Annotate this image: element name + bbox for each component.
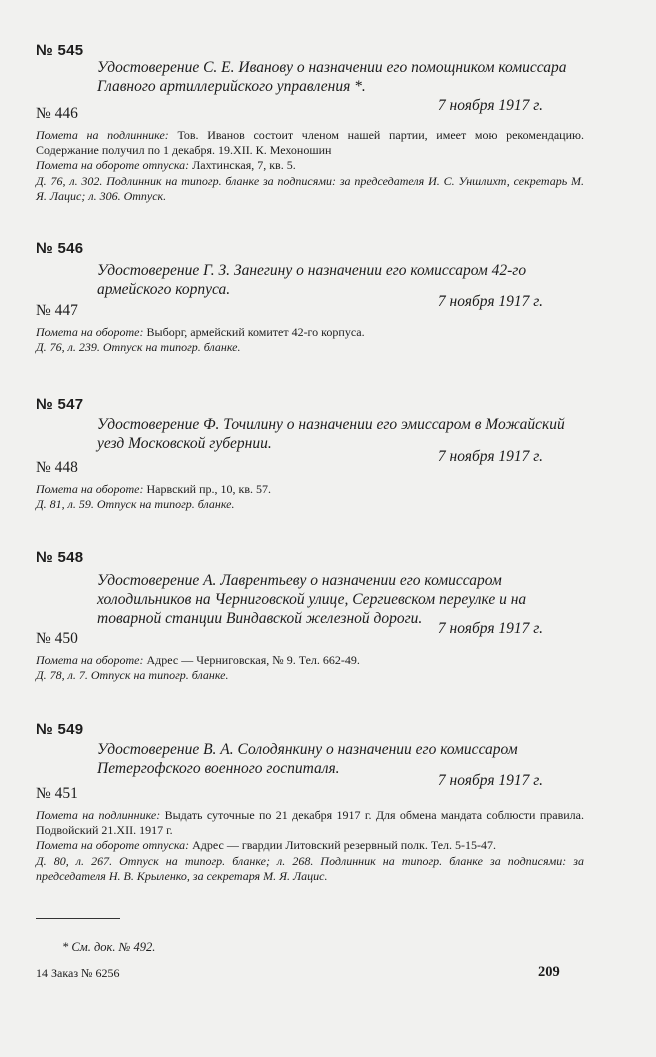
archival-reference: Д. 76, л. 239. Отпуск на типогр. бланке. <box>36 340 241 355</box>
printer-imprint: 14 Заказ № 6256 <box>36 966 120 980</box>
note-text: Выборг, армейский комитет 42-го корпуса. <box>143 325 365 339</box>
document-number: № 447 <box>36 302 78 319</box>
note-label: Помета на подлиннике: <box>36 128 169 142</box>
page-number: 209 <box>538 964 560 980</box>
entry-number: № 545 <box>36 42 84 59</box>
note-text: Лахтинская, 7, кв. 5. <box>189 158 296 173</box>
note-label: Помета на обороте: <box>36 653 144 667</box>
archival-reference: Д. 80, л. 267. Отпуск на типогр. бланке; л. 268. Подлинник на типогр. бланке за подписями: за председателя Н. В. Крыленко, за секретаря М. Я. Лацис. <box>36 853 584 883</box>
entry-date: 7 ноября 1917 г. <box>437 772 543 789</box>
entry-number: № 548 <box>36 549 84 566</box>
entry-date: 7 ноября 1917 г. <box>437 620 543 637</box>
note-label: Помета на обороте: <box>36 482 144 496</box>
note-line <box>36 653 584 668</box>
note-label: Помета на обороте отпуска: <box>36 158 190 173</box>
footnote-divider <box>36 918 120 919</box>
note-line <box>36 325 584 340</box>
entry-number: № 547 <box>36 396 84 413</box>
note-text: Адрес — Черниговская, № 9. Тел. 662-49. <box>143 653 360 667</box>
note-label: Помета на обороте: <box>36 325 144 339</box>
note-label: Помета на подлиннике: <box>36 808 161 822</box>
entry-title: Удостоверение В. А. Солодянкину о назначении его комиссаром Петергофского военного госпиталя. <box>97 741 518 777</box>
entry-notes <box>36 808 584 884</box>
entry-title: Удостоверение Г. З. Занегину о назначении его комиссаром 42-го армейского корпуса. <box>97 262 527 298</box>
entry-date: 7 ноября 1917 г. <box>437 293 543 310</box>
note-line <box>36 128 584 158</box>
note-text: Нарвский пр., 10, кв. 57. <box>143 482 272 496</box>
document-number: № 446 <box>36 105 78 122</box>
note-line <box>36 482 584 497</box>
entry-notes <box>36 482 584 512</box>
document-number: № 450 <box>36 630 78 647</box>
document-number: № 451 <box>36 785 78 802</box>
archival-reference: Д. 76, л. 302. Подлинник на типогр. бланке за подписями: за председателя И. С. Уншлихт, секретарь М. Я. Лацис; л. 306. Отпуск. <box>36 173 584 203</box>
note-text: Тов. Иванов состоит членом нашей партии, имеет мою рекомендацию. Содержание получил по 1 декабря. 19.XII. К. Мехоношин <box>36 128 584 158</box>
entry-title: Удостоверение С. Е. Иванову о назначении его помощником комиссара Главного артиллерийского управления *. <box>97 59 567 95</box>
entry-number: № 546 <box>36 240 84 257</box>
entry-notes <box>36 325 584 355</box>
entry-date: 7 ноября 1917 г. <box>437 448 543 465</box>
entry-title: Удостоверение Ф. Точилину о назначении его эмиссаром в Можайский уезд Московской губернии. <box>97 416 565 452</box>
entry-title: Удостоверение А. Лаврентьеву о назначении его комиссаром холодильников на Черниговской улице, Сергиевском переулке и на товарной станции Виндавской железной дороги. <box>97 572 527 627</box>
footnote: * См. док. № 492. <box>62 940 156 954</box>
entry-number: № 549 <box>36 721 84 738</box>
note-text: Адрес — гвардии Литовский резервный полк. Тел. 5-15-47. <box>189 838 497 853</box>
entry-date: 7 ноября 1917 г. <box>437 97 543 114</box>
note-label: Помета на обороте отпуска: <box>36 838 190 853</box>
archival-reference: Д. 81, л. 59. Отпуск на типогр. бланке. <box>36 497 235 512</box>
note-text: Выдать суточные по 21 декабря 1917 г. Для обмена мандата соблюсти правила. Подвойский 21.XII. 1917 г. <box>36 808 584 838</box>
entry-notes <box>36 128 584 204</box>
archival-reference: Д. 78, л. 7. Отпуск на типогр. бланке. <box>36 668 229 683</box>
note-line <box>36 158 584 173</box>
note-line <box>36 838 584 853</box>
document-number: № 448 <box>36 459 78 476</box>
note-line <box>36 808 584 838</box>
entry-notes <box>36 653 584 683</box>
